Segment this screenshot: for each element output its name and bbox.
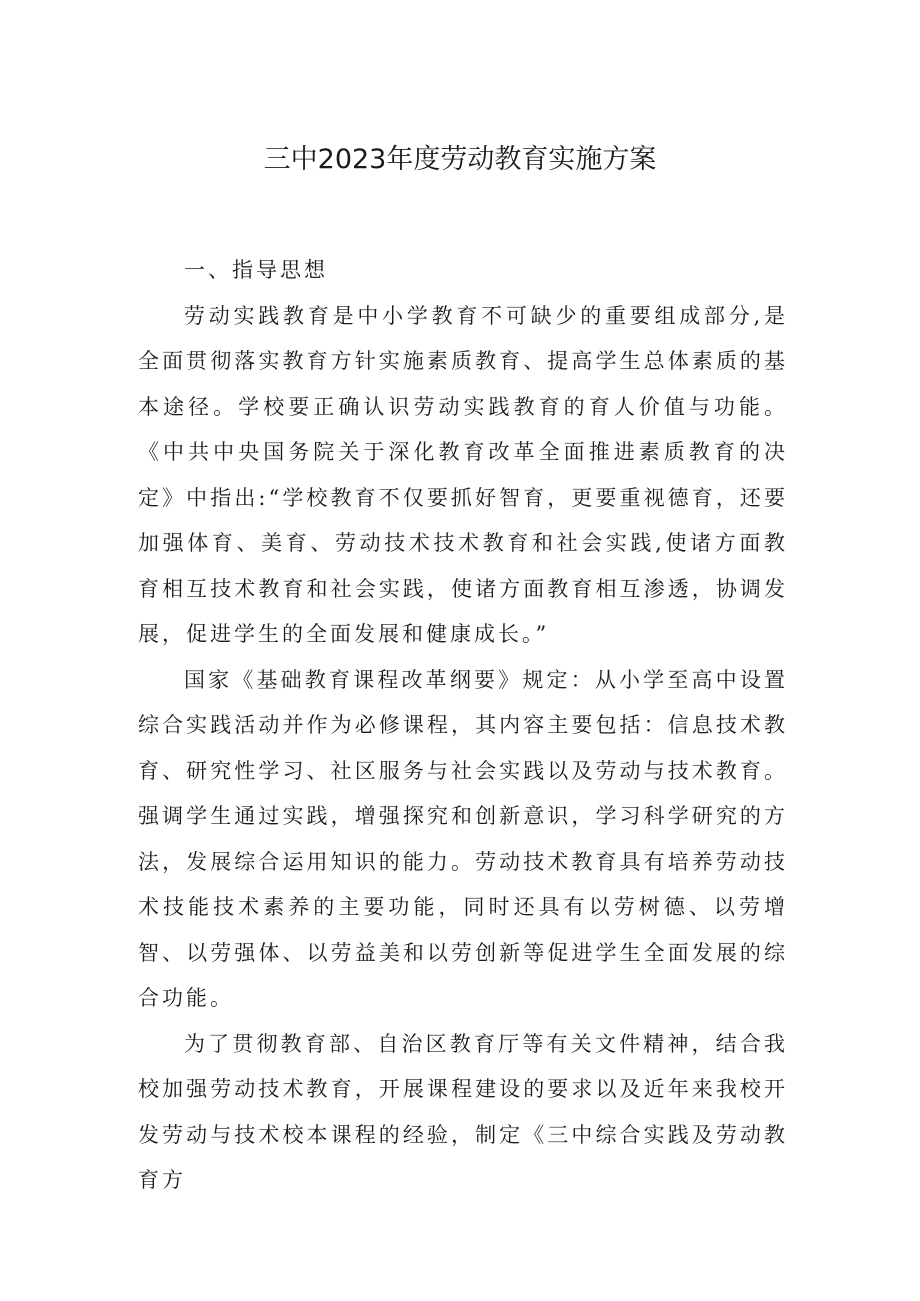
document-body: [138, 248, 788, 1204]
paragraph-1: 劳动实践教育是中小学教育不可缺少的重要组成部分,是全面贯彻落实教育方针实施素质教育、提高学生总体素质的基本途径。学校要正确认识劳动实践教育的育人价值与功能。《中共中央国务院关于深化教育改革全面推进素质教育的决定》中指出:“学校教育不仅要抓好智育，更要重视德育，还要加强体育、美育、劳动技术技术教育和社会实践,使诸方面教育相互技术教育和社会实践，使诸方面教育相互渗透，协调发展，促进学生的全面发展和健康成长。”: [138, 303, 788, 646]
paragraph-2: 国家《基础教育课程改革纲要》规定：从小学至高中设置综合实践活动并作为必修课程，其内容主要包括：信息技术教育、研究性学习、社区服务与社会实践以及劳动与技术教育。强调学生通过实践，增强探究和创新意识，学习科学研究的方法，发展综合运用知识的能力。劳动技术教育具有培养劳动技术技能技术素养的主要功能，同时还具有以劳树德、以劳增智、以劳强体、以劳益美和以劳创新等促进学生全面发展的综合功能。: [138, 667, 788, 1010]
paragraph-3: 为了贯彻教育部、自治区教育厅等有关文件精神，结合我校加强劳动技术教育，开展课程建设的要求以及近年来我校开发劳动与技术校本课程的经验，制定《三中综合实践及劳动教育方: [138, 1031, 788, 1192]
document-title: 三中2023年度劳动教育实施方案: [263, 144, 657, 175]
section-heading-guiding-ideology: 一、指导思想: [184, 258, 328, 282]
